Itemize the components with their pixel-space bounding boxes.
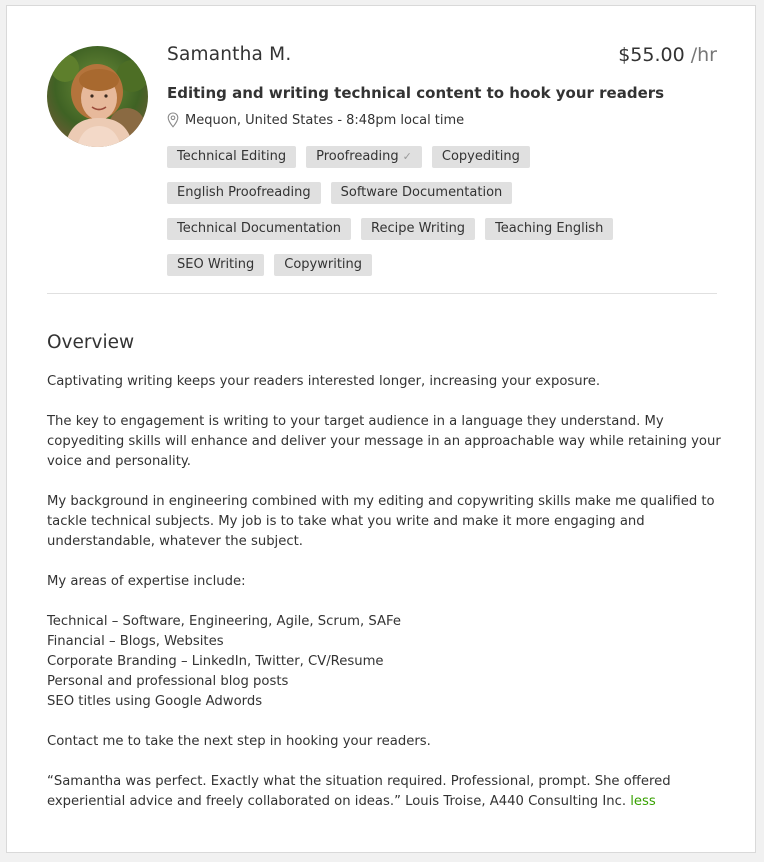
- skill-tag[interactable]: Copywriting: [274, 254, 372, 276]
- testimonial-text: “Samantha was perfect. Exactly what the situation required. Professional, prompt. She offered experiential advice and freely collaborated on ideas.” Louis Troise, A440 Consulting Inc.: [47, 774, 671, 809]
- skills-list: [167, 146, 727, 290]
- skill-tag[interactable]: Teaching English: [485, 218, 613, 240]
- skill-tag[interactable]: Software Documentation: [331, 182, 513, 204]
- skill-tag-label: Proofreading: [316, 149, 399, 164]
- expertise-item: Technical – Software, Engineering, Agile, Scrum, SAFe: [47, 614, 402, 629]
- skills-row: [167, 182, 727, 204]
- overview-paragraph: Captivating writing keeps your readers interested longer, increasing your exposure.: [47, 374, 601, 389]
- expertise-item: Corporate Branding – LinkedIn, Twitter, CV/Resume: [47, 654, 384, 669]
- freelancer-name[interactable]: Samantha M.: [167, 44, 292, 65]
- expertise-item: SEO titles using Google Adwords: [47, 694, 263, 709]
- overview-paragraph: Contact me to take the next step in hooking your readers.: [47, 734, 431, 749]
- expertise-item: Financial – Blogs, Websites: [47, 634, 224, 649]
- overview-paragraph: My areas of expertise include:: [47, 574, 246, 589]
- skill-tag[interactable]: Recipe Writing: [361, 218, 475, 240]
- skills-row: [167, 218, 727, 240]
- location-line: [167, 112, 464, 128]
- freelancer-profile-card: [6, 5, 756, 853]
- expertise-list: [47, 612, 727, 712]
- skills-row: [167, 254, 727, 276]
- skill-tag[interactable]: English Proofreading: [167, 182, 321, 204]
- skills-row: [167, 146, 727, 168]
- testimonial-paragraph: [47, 772, 727, 812]
- profile-headline: Editing and writing technical content to hook your readers: [167, 84, 665, 102]
- skill-tag[interactable]: [306, 146, 422, 168]
- overview-paragraph: The key to engagement is writing to your target audience in a language they understand. My copyediting skills will enhance and deliver your message in an approachable way while retaining your voice and personality.: [47, 414, 721, 469]
- rate-unit: /hr: [690, 44, 717, 66]
- show-less-link[interactable]: less: [630, 794, 656, 809]
- overview-text: [47, 372, 727, 832]
- location-pin-icon: [167, 112, 179, 128]
- skill-tag[interactable]: Technical Editing: [167, 146, 296, 168]
- skill-tag[interactable]: Technical Documentation: [167, 218, 351, 240]
- skill-tag[interactable]: SEO Writing: [167, 254, 264, 276]
- rate-amount: $55.00: [618, 44, 685, 66]
- section-divider: [47, 293, 717, 294]
- overview-heading: Overview: [47, 332, 135, 353]
- overview-paragraph: My background in engineering combined with my editing and copywriting skills make me qualified to tackle technical subjects. My job is to take what you write and make it more engaging and understandable, whatever the subject.: [47, 494, 715, 549]
- avatar-photo: [47, 46, 148, 147]
- checkmark-icon: ✓: [402, 150, 412, 163]
- location-text: Mequon, United States - 8:48pm local time: [185, 112, 465, 128]
- expertise-item: Personal and professional blog posts: [47, 674, 289, 689]
- skill-tag[interactable]: Copyediting: [432, 146, 530, 168]
- hourly-rate: [618, 44, 717, 66]
- avatar[interactable]: [47, 46, 148, 147]
